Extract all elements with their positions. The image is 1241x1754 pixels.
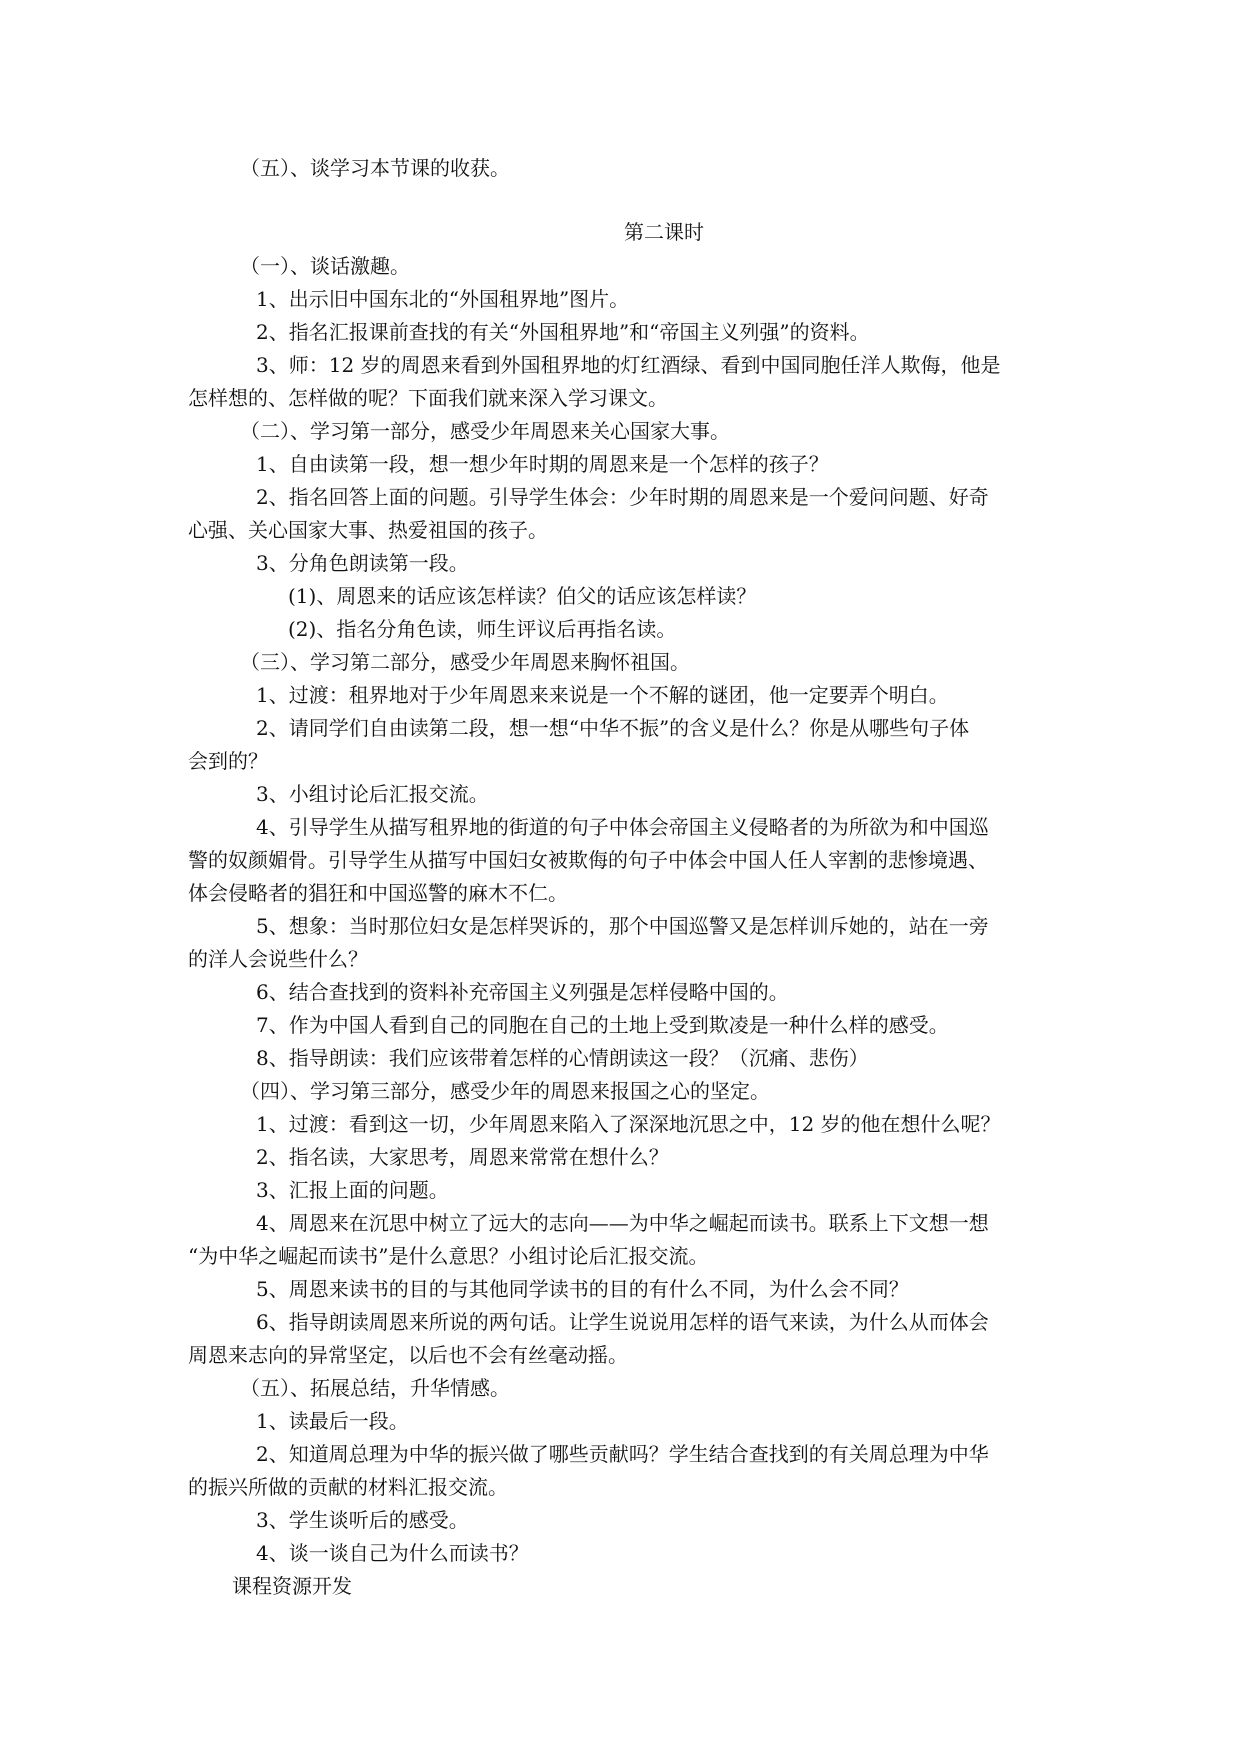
paragraph-line: 怎样想的、怎样做的呢？下面我们就来深入学习课文。: [188, 386, 668, 410]
paragraph-line: 2、请同学们自由读第二段，想一想“中华不振”的含义是什么？你是从哪些句子体: [256, 716, 970, 740]
section-heading: （二）、学习第一部分，感受少年周恩来关心国家大事。: [240, 419, 730, 443]
paragraph-line: 5、想象：当时那位妇女是怎样哭诉的，那个中国巡警又是怎样训斥她的，站在一旁: [256, 914, 989, 938]
paragraph-line: 体会侵略者的猖狂和中国巡警的麻木不仁。: [188, 881, 568, 905]
paragraph-line: 警的奴颜媚骨。引导学生从描写中国妇女被欺侮的句子中体会中国人任人宰割的悲惨境遇、: [188, 848, 988, 872]
section-heading: （四）、学习第三部分，感受少年的周恩来报国之心的坚定。: [240, 1079, 770, 1103]
paragraph-line: 1、过渡：看到这一切，少年周恩来陷入了深深地沉思之中，12 岁的他在想什么呢？: [256, 1112, 1001, 1136]
paragraph-line: 心强、关心国家大事、热爱祖国的孩子。: [188, 518, 548, 542]
paragraph-line: 4、谈一谈自己为什么而读书？: [256, 1541, 529, 1565]
paragraph-line: 2、指名回答上面的问题。引导学生体会：少年时期的周恩来是一个爱问问题、好奇: [256, 485, 989, 509]
paragraph-line: 6、指导朗读周恩来所说的两句话。让学生说说用怎样的语气来读，为什么从而体会: [256, 1310, 989, 1334]
paragraph-line: 6、结合查找到的资料补充帝国主义列强是怎样侵略中国的。: [256, 980, 789, 1004]
paragraph-line: 3、学生谈听后的感受。: [256, 1508, 469, 1532]
paragraph-line: (1)、周恩来的话应该怎样读？伯父的话应该怎样读？: [288, 584, 757, 608]
paragraph-line: (2)、指名分角色读，师生评议后再指名读。: [288, 617, 677, 641]
section-heading: （五）、拓展总结，升华情感。: [240, 1376, 510, 1400]
paragraph-line: 的洋人会说些什么？: [188, 947, 368, 971]
section-heading: 课程资源开发: [232, 1574, 352, 1598]
paragraph-line: 1、自由读第一段，想一想少年时期的周恩来是一个怎样的孩子？: [256, 452, 829, 476]
section-heading: （一）、谈话激趣。: [240, 254, 410, 278]
paragraph-line: 3、师：12 岁的周恩来看到外国租界地的灯红酒绿、看到中国同胞任洋人欺侮，他是: [256, 353, 1001, 377]
paragraph-line: 3、分角色朗读第一段。: [256, 551, 469, 575]
paragraph-line: 3、汇报上面的问题。: [256, 1178, 449, 1202]
paragraph-line: “为中华之崛起而读书”是什么意思？小组讨论后汇报交流。: [188, 1244, 709, 1268]
paragraph-line: 5、周恩来读书的目的与其他同学读书的目的有什么不同，为什么会不同？: [256, 1277, 909, 1301]
paragraph-line: 7、作为中国人看到自己的同胞在自己的土地上受到欺凌是一种什么样的感受。: [256, 1013, 949, 1037]
paragraph-line: 4、引导学生从描写租界地的街道的句子中体会帝国主义侵略者的为所欲为和中国巡: [256, 815, 989, 839]
paragraph-line: 1、出示旧中国东北的“外国租界地”图片。: [256, 287, 630, 311]
paragraph-line: 2、知道周总理为中华的振兴做了哪些贡献吗？学生结合查找到的有关周总理为中华: [256, 1442, 989, 1466]
section-heading: （五）、谈学习本节课的收获。: [240, 156, 510, 180]
paragraph-line: 2、指名读，大家思考，周恩来常常在想什么？: [256, 1145, 669, 1169]
paragraph-line: 8、指导朗读：我们应该带着怎样的心情朗读这一段？（沉痛、悲伤）: [256, 1046, 869, 1070]
paragraph-line: 2、指名汇报课前查找的有关“外国租界地”和“帝国主义列强”的资料。: [256, 320, 870, 344]
paragraph-line: 周恩来志向的异常坚定，以后也不会有丝毫动摇。: [188, 1343, 628, 1367]
section-heading: （三）、学习第二部分，感受少年周恩来胸怀祖国。: [240, 650, 690, 674]
paragraph-line: 3、小组讨论后汇报交流。: [256, 782, 489, 806]
lesson-title: 第二课时: [624, 220, 704, 244]
paragraph-line: 1、过渡：租界地对于少年周恩来来说是一个不解的谜团，他一定要弄个明白。: [256, 683, 949, 707]
paragraph-line: 的振兴所做的贡献的材料汇报交流。: [188, 1475, 508, 1499]
paragraph-line: 1、读最后一段。: [256, 1409, 409, 1433]
paragraph-line: 4、周恩来在沉思中树立了远大的志向——为中华之崛起而读书。联系上下文想一想: [256, 1211, 989, 1235]
paragraph-line: 会到的？: [188, 749, 268, 773]
